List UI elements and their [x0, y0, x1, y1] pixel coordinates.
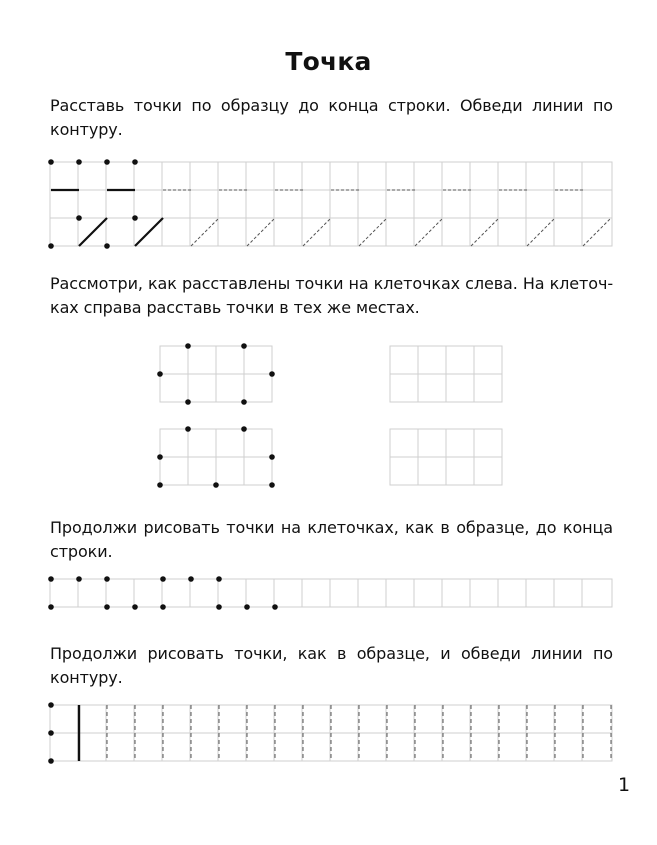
page-number: 1 [618, 774, 631, 796]
exercise-2-empty-grid-bottom [390, 429, 502, 485]
instruction-2-line-2: ках справа расставь точки в тех же местах. [50, 298, 420, 317]
exercise-2-empty-grid-top [390, 346, 502, 402]
instruction-2-line-1: Рассмотри, как расставлены точки на клеточках слева. На клеточ- [50, 274, 613, 293]
exercise-1-dots [48, 159, 138, 249]
exercise-1-grid [48, 159, 612, 249]
instruction-4: Продолжи рисовать точки, как в образце, и обведи линии по контуру. [50, 644, 613, 687]
exercise-4-grid [48, 702, 612, 764]
instruction-3: Продолжи рисовать точки на клеточках, как в образце, до конца строки. [50, 518, 613, 561]
exercise-2-sample-grid-top [157, 343, 275, 405]
exercise-3-grid [48, 576, 612, 610]
exercise-2-sample-grid-bottom [157, 426, 275, 488]
instruction-1: Расставь точки по образцу до конца строки. Обведи линии по контуру. [50, 96, 613, 139]
page-title: Точка [285, 47, 372, 76]
